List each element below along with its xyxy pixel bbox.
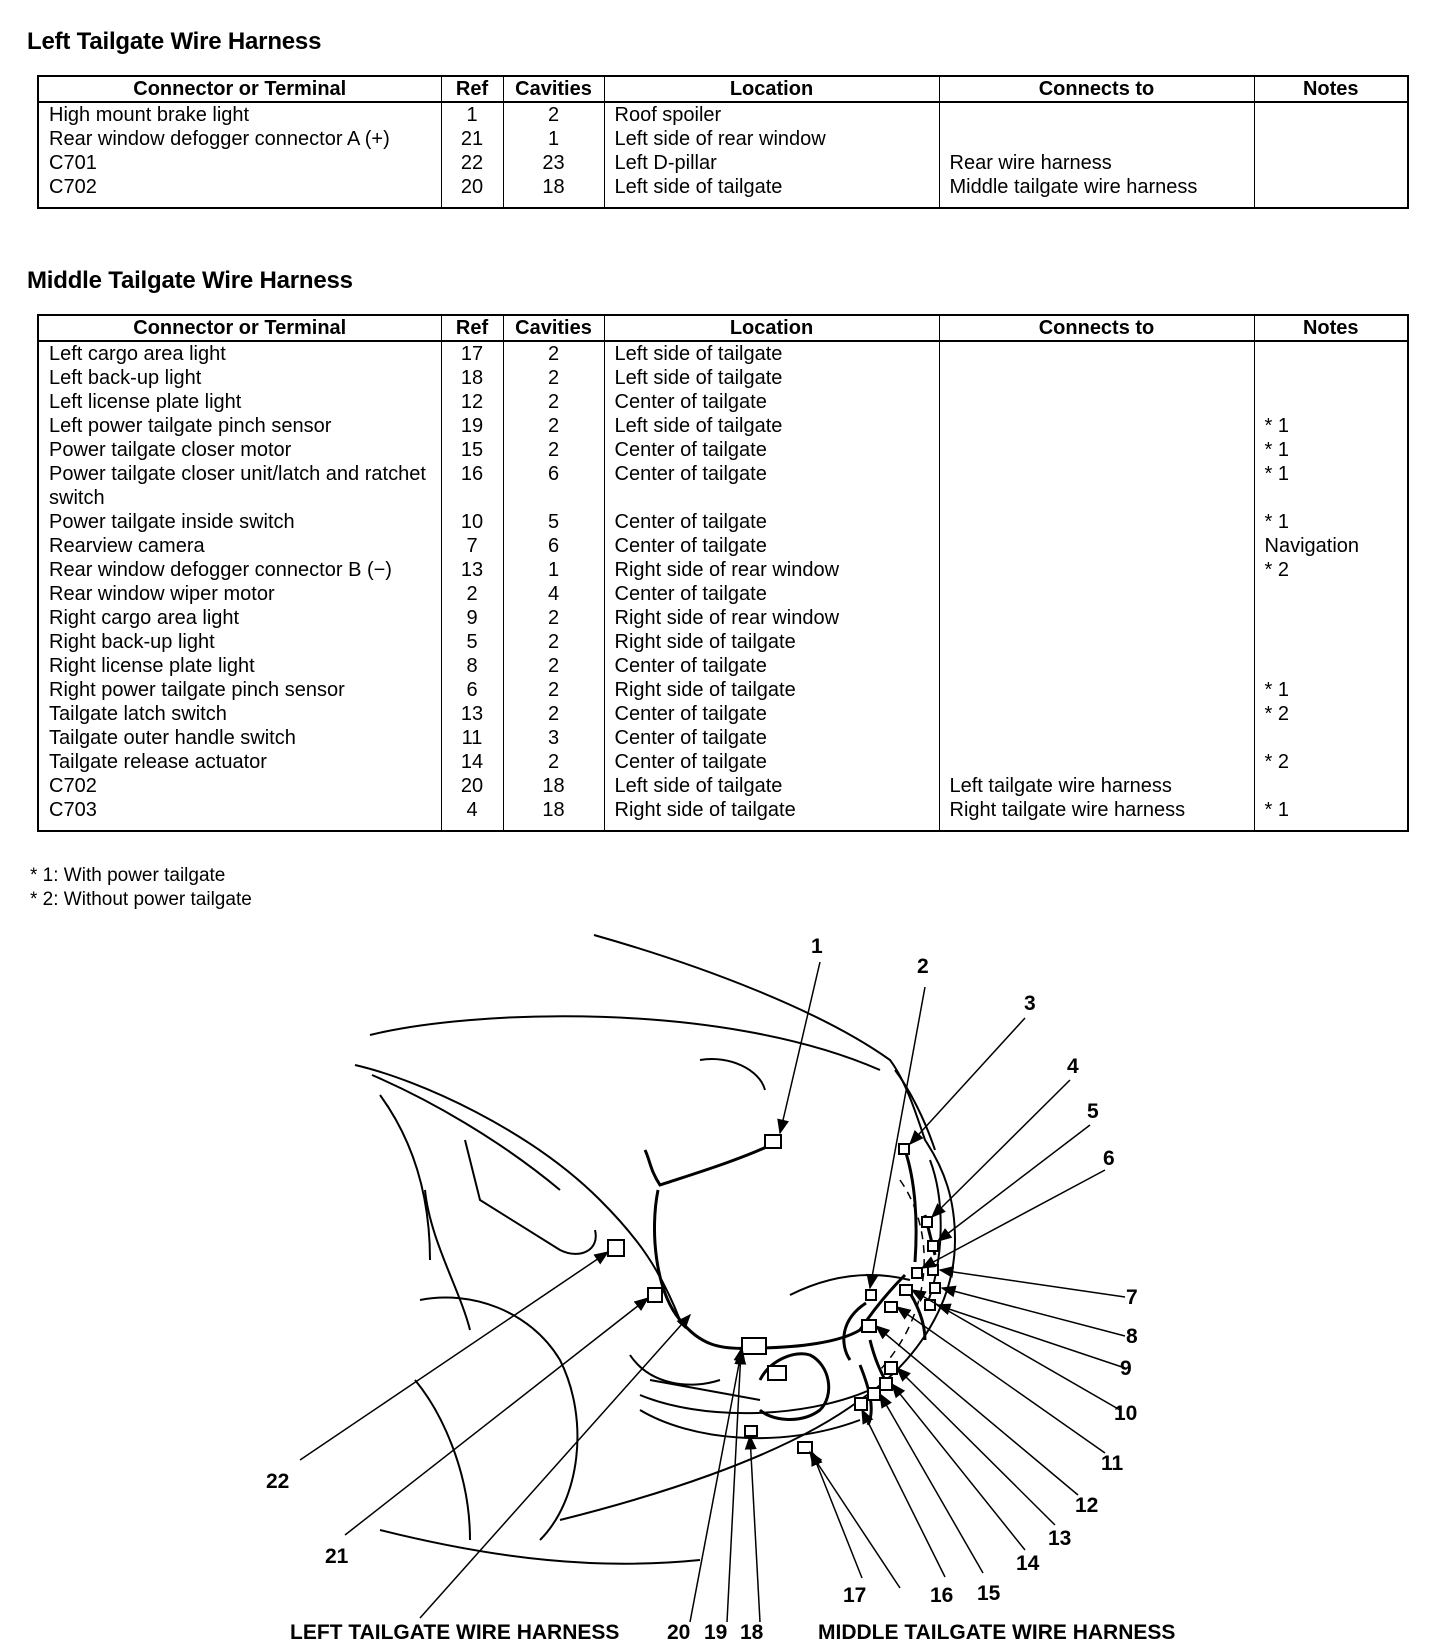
table-row	[38, 462, 1408, 510]
connector-15	[868, 1388, 880, 1400]
connector-9	[925, 1300, 935, 1310]
table-row	[38, 798, 1408, 822]
connector-19	[768, 1366, 786, 1380]
table-row	[38, 510, 1408, 534]
cell-location: Left side of tailgate	[604, 414, 939, 438]
cell-cavities: 18	[503, 774, 604, 798]
cell-connector: Right power tailgate pinch sensor	[49, 679, 345, 701]
cell-connector: Power tailgate inside switch	[49, 511, 295, 533]
footnote-2: * 2: Without power tailgate	[30, 889, 252, 910]
cell-location: Center of tailgate	[604, 726, 939, 750]
cell-connector: Left back-up light	[49, 367, 202, 389]
connector-7	[928, 1265, 938, 1275]
callout-2: 2	[917, 955, 929, 978]
cell-notes: * 1	[1254, 462, 1408, 510]
cell-location: Right side of tailgate	[604, 678, 939, 702]
cell-location: Left D-pillar	[604, 151, 939, 175]
cell-cavities: 23	[503, 151, 604, 175]
table-row	[38, 534, 1408, 558]
cell-ref: 6	[441, 678, 503, 702]
callout-10: 10	[1114, 1402, 1138, 1425]
cell-connects-to: Left tailgate wire harness	[939, 774, 1254, 798]
cell-cavities: 5	[503, 510, 604, 534]
cell-connector: Rear window wiper motor	[49, 583, 275, 605]
cell-ref: 9	[441, 606, 503, 630]
cell-connects-to	[939, 366, 1254, 390]
table-row	[38, 654, 1408, 678]
cell-connector: C703	[49, 799, 97, 821]
cell-notes	[1254, 726, 1408, 750]
cell-connects-to: Middle tailgate wire harness	[939, 175, 1254, 199]
connector-4	[922, 1217, 932, 1227]
connector-8	[930, 1283, 940, 1293]
connector-10	[900, 1285, 912, 1295]
cell-cavities: 2	[503, 414, 604, 438]
cell-location: Center of tailgate	[604, 462, 939, 510]
col-header-cavities: Cavities	[503, 76, 604, 102]
callout-5: 5	[1087, 1100, 1099, 1123]
left-harness-label: LEFT TAILGATE WIRE HARNESS	[290, 1621, 620, 1644]
cell-cavities: 18	[503, 175, 604, 199]
callout-13: 13	[1048, 1527, 1072, 1550]
connector-18	[745, 1426, 757, 1436]
cell-location: Center of tailgate	[604, 534, 939, 558]
cell-ref: 11	[441, 726, 503, 750]
callout-7: 7	[1126, 1286, 1138, 1309]
cell-connects-to	[939, 606, 1254, 630]
cell-connector: Power tailgate closer unit/latch and ratchet switch	[49, 463, 426, 509]
cell-notes	[1254, 102, 1408, 127]
table-row	[38, 630, 1408, 654]
cell-connector: Left power tailgate pinch sensor	[49, 415, 332, 437]
cell-connects-to	[939, 510, 1254, 534]
cell-location: Right side of rear window	[604, 558, 939, 582]
cell-notes	[1254, 127, 1408, 151]
cell-location: Right side of rear window	[604, 606, 939, 630]
cell-ref: 17	[441, 341, 503, 366]
table-row	[38, 702, 1408, 726]
cell-notes	[1254, 151, 1408, 175]
cell-location: Left side of tailgate	[604, 175, 939, 199]
connector-11	[885, 1302, 897, 1312]
cell-connector: High mount brake light	[49, 104, 250, 126]
cell-cavities: 2	[503, 750, 604, 774]
cell-ref: 18	[441, 366, 503, 390]
callout-16: 16	[930, 1584, 954, 1607]
cell-connects-to	[939, 102, 1254, 127]
cell-location: Left side of tailgate	[604, 774, 939, 798]
cell-location: Right side of tailgate	[604, 798, 939, 822]
cell-connector: Tailgate release actuator	[49, 751, 267, 773]
cell-notes	[1254, 774, 1408, 798]
callout-20: 20	[667, 1621, 691, 1644]
table-row	[38, 678, 1408, 702]
callout-15: 15	[977, 1582, 1001, 1605]
cell-connects-to	[939, 750, 1254, 774]
cell-connector: Right cargo area light	[49, 607, 240, 629]
connector-16	[855, 1398, 867, 1410]
connector-17	[798, 1442, 812, 1453]
table-row	[38, 750, 1408, 774]
cell-ref: 22	[441, 151, 503, 175]
table-row	[38, 175, 1408, 199]
cell-notes: * 2	[1254, 750, 1408, 774]
col-header-connects-to: Connects to	[939, 76, 1254, 102]
cell-ref: 14	[441, 750, 503, 774]
cell-connects-to: Rear wire harness	[939, 151, 1254, 175]
cell-cavities: 2	[503, 366, 604, 390]
cell-connects-to	[939, 678, 1254, 702]
table-row	[38, 438, 1408, 462]
table-header-row	[38, 315, 1408, 341]
cell-connector: Right license plate light	[49, 655, 255, 677]
middle-harness-table	[37, 314, 1409, 832]
cell-ref: 21	[441, 127, 503, 151]
cell-notes: * 1	[1254, 414, 1408, 438]
col-header-cavities: Cavities	[503, 315, 604, 341]
callout-3: 3	[1024, 992, 1036, 1015]
cell-connector: Tailgate outer handle switch	[49, 727, 296, 749]
cell-cavities: 18	[503, 798, 604, 822]
connector-12	[862, 1320, 876, 1332]
cell-connects-to	[939, 390, 1254, 414]
cell-notes: * 1	[1254, 510, 1408, 534]
cell-notes	[1254, 390, 1408, 414]
cell-ref: 13	[441, 558, 503, 582]
cell-location: Left side of rear window	[604, 127, 939, 151]
cell-cavities: 2	[503, 654, 604, 678]
cell-cavities: 6	[503, 534, 604, 558]
cell-cavities: 1	[503, 127, 604, 151]
cell-ref: 13	[441, 702, 503, 726]
cell-connector: Right back-up light	[49, 631, 215, 653]
col-header-notes: Notes	[1254, 315, 1408, 341]
cell-ref: 1	[441, 102, 503, 127]
cell-cavities: 2	[503, 390, 604, 414]
table-row	[38, 414, 1408, 438]
cell-connector: Tailgate latch switch	[49, 703, 227, 725]
cell-cavities: 1	[503, 558, 604, 582]
cell-ref: 8	[441, 654, 503, 678]
col-header-notes: Notes	[1254, 76, 1408, 102]
cell-cavities: 2	[503, 606, 604, 630]
cell-connector: C701	[49, 152, 97, 174]
cell-connects-to	[939, 438, 1254, 462]
tailgate-harness-diagram	[0, 900, 1440, 1648]
cell-ref: 10	[441, 510, 503, 534]
callout-21: 21	[325, 1545, 349, 1568]
cell-ref: 20	[441, 774, 503, 798]
left-harness-table	[37, 75, 1409, 209]
col-header-location: Location	[604, 76, 939, 102]
col-header-connector: Connector or Terminal	[38, 315, 441, 341]
callout-11: 11	[1101, 1452, 1124, 1475]
table-row	[38, 102, 1408, 127]
table-row	[38, 366, 1408, 390]
cell-connector: Power tailgate closer motor	[49, 439, 292, 461]
table-row	[38, 390, 1408, 414]
cell-location: Center of tailgate	[604, 654, 939, 678]
cell-connector: Left license plate light	[49, 391, 242, 413]
cell-ref: 7	[441, 534, 503, 558]
table-row	[38, 341, 1408, 366]
cell-notes: * 2	[1254, 702, 1408, 726]
table-row	[38, 582, 1408, 606]
cell-location: Center of tailgate	[604, 702, 939, 726]
table-row	[38, 127, 1408, 151]
table-row	[38, 726, 1408, 750]
cell-cavities: 2	[503, 341, 604, 366]
cell-ref: 2	[441, 582, 503, 606]
cell-connects-to	[939, 127, 1254, 151]
cell-notes: * 1	[1254, 798, 1408, 822]
connector-21	[648, 1288, 662, 1302]
cell-cavities: 4	[503, 582, 604, 606]
table-header-row	[38, 76, 1408, 102]
cell-connects-to	[939, 654, 1254, 678]
cell-ref: 15	[441, 438, 503, 462]
cell-notes	[1254, 630, 1408, 654]
cell-ref: 20	[441, 175, 503, 199]
cell-ref: 16	[441, 462, 503, 510]
leader-lines	[300, 962, 1125, 1622]
cell-connector: Rear window defogger connector B (−)	[49, 559, 392, 581]
callout-19: 19	[704, 1621, 728, 1644]
left-harness-title: Left Tailgate Wire Harness	[27, 28, 322, 55]
cell-cavities: 2	[503, 102, 604, 127]
cell-connects-to	[939, 726, 1254, 750]
cell-connector: C702	[49, 775, 97, 797]
cell-notes: * 1	[1254, 678, 1408, 702]
callout-4: 4	[1067, 1055, 1079, 1078]
cell-connects-to	[939, 558, 1254, 582]
cell-cavities: 2	[503, 678, 604, 702]
connector-1	[765, 1135, 781, 1148]
cell-location: Center of tailgate	[604, 390, 939, 414]
callout-6: 6	[1103, 1147, 1115, 1170]
cell-notes: * 1	[1254, 438, 1408, 462]
cell-cavities: 2	[503, 630, 604, 654]
callout-17: 17	[843, 1584, 867, 1607]
cell-connects-to	[939, 341, 1254, 366]
cell-location: Right side of tailgate	[604, 630, 939, 654]
middle-harness-title: Middle Tailgate Wire Harness	[27, 267, 353, 294]
cell-connector: Rear window defogger connector A (+)	[49, 128, 390, 150]
cell-location: Left side of tailgate	[604, 366, 939, 390]
callout-18: 18	[740, 1621, 764, 1644]
cell-notes: * 2	[1254, 558, 1408, 582]
cell-connects-to	[939, 414, 1254, 438]
cell-cavities: 2	[503, 702, 604, 726]
connector-3	[899, 1144, 909, 1154]
cell-cavities: 6	[503, 462, 604, 510]
cell-connector: Rearview camera	[49, 535, 205, 557]
cell-location: Center of tailgate	[604, 438, 939, 462]
callout-9: 9	[1120, 1357, 1132, 1380]
table-row	[38, 151, 1408, 175]
cell-location: Center of tailgate	[604, 582, 939, 606]
col-header-ref: Ref	[441, 76, 503, 102]
cell-ref: 5	[441, 630, 503, 654]
cell-location: Roof spoiler	[604, 102, 939, 127]
footnote-1: * 1: With power tailgate	[30, 865, 226, 886]
cell-ref: 12	[441, 390, 503, 414]
cell-ref: 19	[441, 414, 503, 438]
connector-5	[928, 1241, 938, 1251]
col-header-location: Location	[604, 315, 939, 341]
connector-22	[608, 1240, 624, 1256]
table-row	[38, 774, 1408, 798]
cell-connects-to	[939, 702, 1254, 726]
cell-connects-to: Right tailgate wire harness	[939, 798, 1254, 822]
col-header-connects-to: Connects to	[939, 315, 1254, 341]
cell-cavities: 2	[503, 438, 604, 462]
cell-ref: 4	[441, 798, 503, 822]
cell-connects-to	[939, 582, 1254, 606]
cell-notes	[1254, 175, 1408, 199]
callout-14: 14	[1016, 1552, 1040, 1575]
connector-6	[912, 1268, 922, 1278]
table-row	[38, 558, 1408, 582]
callout-labels	[266, 935, 1175, 1644]
connector-14	[880, 1378, 892, 1390]
col-header-connector: Connector or Terminal	[38, 76, 441, 102]
cell-connects-to	[939, 630, 1254, 654]
cell-location: Left side of tailgate	[604, 341, 939, 366]
cell-connects-to	[939, 462, 1254, 510]
cell-notes	[1254, 606, 1408, 630]
cell-notes	[1254, 341, 1408, 366]
cell-cavities: 3	[503, 726, 604, 750]
cell-connector: C702	[49, 176, 97, 198]
cell-connector: Left cargo area light	[49, 343, 226, 365]
callout-8: 8	[1126, 1325, 1138, 1348]
table-spacer-row	[38, 822, 1408, 831]
cell-notes	[1254, 654, 1408, 678]
connector-20	[742, 1338, 766, 1354]
cell-location: Center of tailgate	[604, 750, 939, 774]
connector-2	[866, 1290, 876, 1300]
cell-notes: Navigation	[1254, 534, 1408, 558]
col-header-ref: Ref	[441, 315, 503, 341]
callout-1: 1	[811, 935, 823, 958]
cell-connects-to	[939, 534, 1254, 558]
cell-location: Center of tailgate	[604, 510, 939, 534]
callout-22: 22	[266, 1470, 290, 1493]
connector-13	[885, 1362, 897, 1374]
cell-notes	[1254, 366, 1408, 390]
middle-harness-label: MIDDLE TAILGATE WIRE HARNESS	[818, 1621, 1176, 1644]
table-spacer-row	[38, 199, 1408, 208]
table-row	[38, 606, 1408, 630]
cell-notes	[1254, 582, 1408, 606]
callout-12: 12	[1075, 1494, 1099, 1517]
